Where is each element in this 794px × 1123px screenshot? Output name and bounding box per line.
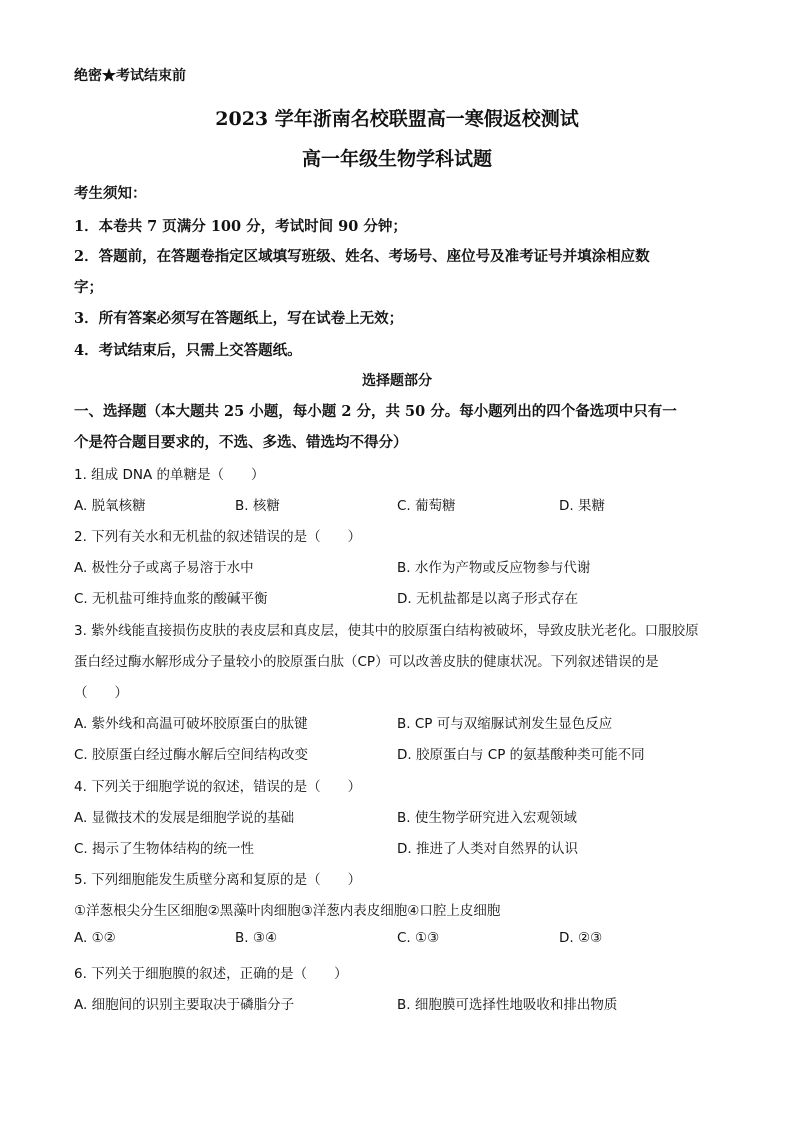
part-instructions: 个是符合题目要求的，不选、多选、错选均不得分）	[74, 434, 408, 451]
option-d: D. 胶原蛋白与 CP 的氨基酸种类可能不同	[397, 747, 645, 763]
option-b: B. ③④	[235, 930, 278, 946]
section-heading: 选择题部分	[362, 373, 432, 389]
option-c: C. 揭示了生物体结构的统一性	[74, 841, 255, 857]
notes-heading: 考生须知：	[74, 185, 147, 202]
question-stem: 5. 下列细胞能发生质壁分离和复原的是（ ）	[74, 872, 362, 888]
option-a: A. ①②	[74, 930, 116, 946]
option-a: A. 脱氧核糖	[74, 498, 146, 514]
option-a: A. 极性分子或离子易溶于水中	[74, 560, 254, 576]
option-c: C. ①③	[397, 930, 440, 946]
question-stem: ①洋葱根尖分生区细胞②黑藻叶肉细胞③洋葱内表皮细胞④口腔上皮细胞	[74, 903, 501, 919]
question-stem: （ ）	[74, 685, 128, 701]
option-b: B. CP 可与双缩脲试剂发生显色反应	[397, 716, 613, 732]
option-b: B. 水作为产物或反应物参与代谢	[397, 560, 591, 576]
question-stem: 2. 下列有关水和无机盐的叙述错误的是（ ）	[74, 529, 362, 545]
part-instructions: 一、选择题（本大题共 25 小题，每小题 2 分，共 50 分。每小题列出的四个备选项中只有一	[74, 403, 677, 420]
secret-label: 绝密★考试结束前	[74, 68, 186, 84]
exam-title: 2023 学年浙南名校联盟高一寒假返校测试	[215, 108, 579, 130]
option-b: B. 细胞膜可选择性地吸收和排出物质	[397, 997, 618, 1013]
option-c: C. 胶原蛋白经过酶水解后空间结构改变	[74, 747, 309, 763]
note-item: 4．考试结束后，只需上交答题纸。	[74, 342, 302, 359]
option-a: A. 显微技术的发展是细胞学说的基础	[74, 810, 295, 826]
note-item: 字；	[74, 279, 103, 296]
option-b: B. 核糖	[235, 498, 280, 514]
option-a: A. 细胞间的识别主要取决于磷脂分子	[74, 997, 295, 1013]
note-item: 1．本卷共 7 页满分 100 分，考试时间 90 分钟；	[74, 218, 407, 235]
option-b: B. 使生物学研究进入宏观领域	[397, 810, 577, 826]
note-item: 3．所有答案必须写在答题纸上，写在试卷上无效；	[74, 310, 404, 327]
option-d: D. ②③	[559, 930, 603, 946]
question-stem: 蛋白经过酶水解形成分子量较小的胶原蛋白肽（CP）可以改善皮肤的健康状况。下列叙述错误的是	[74, 654, 659, 670]
question-stem: 6. 下列关于细胞膜的叙述，正确的是（ ）	[74, 966, 348, 982]
option-c: C. 葡萄糖	[397, 498, 456, 514]
note-item: 2．答题前，在答题卷指定区域填写班级、姓名、考场号、座位号及准考证号并填涂相应数	[74, 248, 650, 265]
option-d: D. 无机盐都是以离子形式存在	[397, 591, 578, 607]
option-a: A. 紫外线和高温可破坏胶原蛋白的肽键	[74, 716, 308, 732]
question-stem: 1. 组成 DNA 的单糖是（ ）	[74, 467, 265, 483]
question-stem: 3. 紫外线能直接损伤皮肤的表皮层和真皮层，使其中的胶原蛋白结构被破坏，导致皮肤光老化。口服胶原	[74, 623, 699, 639]
option-d: D. 果糖	[559, 498, 605, 514]
question-stem: 4. 下列关于细胞学说的叙述，错误的是（ ）	[74, 779, 362, 795]
exam-subtitle: 高一年级生物学科试题	[301, 148, 492, 170]
option-d: D. 推进了人类对自然界的认识	[397, 841, 578, 857]
option-c: C. 无机盐可维持血浆的酸碱平衡	[74, 591, 268, 607]
